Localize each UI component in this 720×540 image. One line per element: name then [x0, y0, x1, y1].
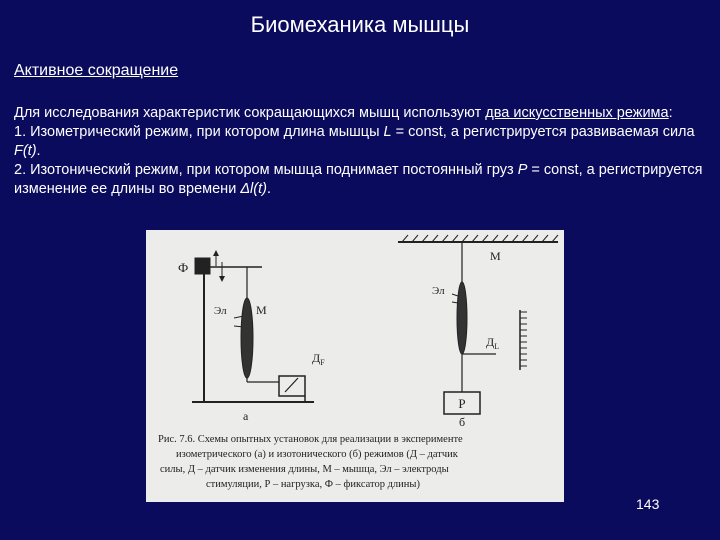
intro-link-text: два искусственных режима	[485, 105, 669, 121]
label-length-sensor-letter: Д	[486, 335, 495, 349]
experiment-figure	[146, 230, 564, 502]
item-2-text: 2. Изотонический режим, при котором мышца поднимает постоянный груз	[14, 162, 518, 178]
item-1-var: L	[383, 124, 392, 140]
label-scheme-a: а	[243, 409, 249, 423]
label-fixator: Ф	[178, 260, 189, 275]
label-load: Р	[458, 396, 466, 411]
item-1-text-b: = const, а регистрируется развиваемая сила	[391, 124, 695, 140]
label-force-sensor-sub: F	[320, 358, 325, 367]
item-2-end: .	[266, 181, 271, 197]
item-2-text-b: = const, а регистрируется изменение ее длины во времени	[14, 162, 703, 197]
slide-subtitle: Активное сокращение	[14, 62, 179, 79]
scheme-b	[398, 235, 558, 414]
scheme-a	[192, 250, 314, 402]
label-muscle-b: М	[490, 249, 501, 263]
item-1-text: 1. Изометрический режим, при котором длина мышцы	[14, 124, 384, 140]
caption-line-3: силы, Д – датчик изменения длины, М – мышца, Эл – электроды	[160, 464, 449, 475]
label-electrodes-a: Эл	[214, 305, 227, 317]
intro-colon: :	[668, 105, 673, 121]
label-length-sensor-sub: L	[494, 342, 500, 351]
item-1-func: F(t)	[14, 143, 37, 159]
caption-line-2: изометрического (а) и изотонического (б) режимов (Д – датчик	[176, 449, 458, 460]
body-text	[14, 104, 704, 199]
caption-line-1: Рис. 7.6. Схемы опытных установок для реализации в эксперименте	[158, 434, 463, 445]
page-number: 143	[636, 496, 660, 512]
label-length-sensor	[486, 335, 499, 351]
label-force-sensor-letter: Д	[312, 351, 321, 365]
item-2-func: Δl(t)	[240, 181, 267, 197]
intro-paragraph	[14, 104, 704, 123]
slide-title: Биомеханика мышцы	[250, 12, 470, 37]
caption-line-4: стимуляции, Р – нагрузка, Ф – фиксатор длины)	[206, 479, 420, 490]
item-1-end: .	[36, 143, 41, 159]
label-scheme-b: б	[458, 415, 466, 429]
intro-text: Для исследования характеристик сокращающихся мышц используют	[14, 105, 486, 121]
item-2	[14, 161, 704, 199]
figure-diagram	[146, 230, 564, 502]
item-1	[14, 123, 704, 161]
item-2-var: P	[517, 162, 528, 178]
label-muscle-a: М	[256, 303, 267, 317]
label-force-sensor	[312, 351, 325, 367]
label-electrodes-b: Эл	[432, 285, 445, 297]
